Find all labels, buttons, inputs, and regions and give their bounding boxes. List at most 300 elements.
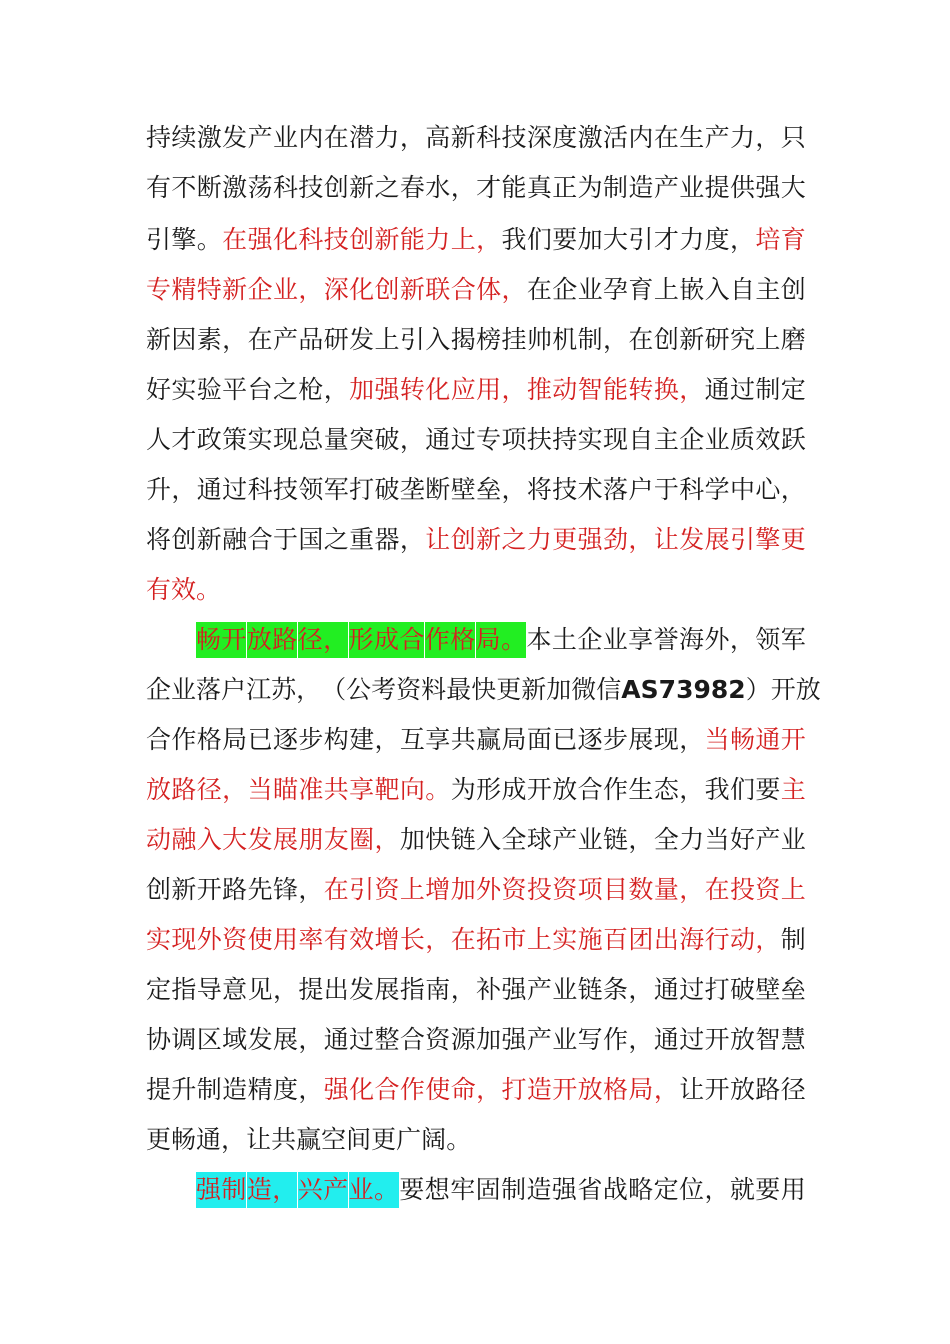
red-emphasis-run: ，: [298, 275, 324, 304]
text-run: 深: [526, 123, 552, 152]
text-run: 链: [577, 975, 603, 1004]
text-run: 创: [780, 275, 806, 304]
text-run: 位: [679, 1175, 705, 1204]
text-run: 整: [374, 1025, 400, 1054]
text-run: 引: [628, 225, 654, 254]
text-run: 业: [552, 975, 578, 1004]
text-run: 在: [653, 123, 679, 152]
text-line: [196, 1172, 806, 1208]
text-run: 入: [704, 275, 730, 304]
text-run: 高: [425, 123, 451, 152]
text-run: 户: [628, 475, 654, 504]
text-run: ，: [450, 173, 476, 202]
text-run: 展: [628, 725, 654, 754]
text-run: 造: [526, 1175, 552, 1204]
text-run: 垄: [399, 475, 425, 504]
text-run: 我: [501, 225, 527, 254]
red-emphasis-run: 融: [171, 825, 197, 854]
red-emphasis-run: 量: [653, 875, 679, 904]
text-run: 产: [272, 325, 298, 354]
text-run: （: [321, 675, 347, 704]
text-run: 资: [425, 1025, 451, 1054]
text-run: 打: [704, 975, 730, 1004]
red-emphasis-run: 更: [552, 525, 578, 554]
text-line: [146, 722, 806, 758]
green-highlight-heading: 成: [374, 622, 399, 658]
text-run: 研: [704, 325, 730, 354]
red-emphasis-run: 用: [272, 925, 298, 954]
text-run: 生: [679, 123, 705, 152]
text-run: 资: [396, 675, 422, 704]
text-run: ，: [222, 325, 248, 354]
text-run: 强: [551, 1175, 577, 1204]
red-emphasis-run: 造: [526, 1075, 552, 1104]
text-run: 过: [679, 975, 705, 1004]
text-run: 放: [795, 675, 821, 704]
bold-run: 3: [676, 675, 694, 704]
text-run: 海: [679, 625, 705, 654]
text-run: 自: [628, 425, 654, 454]
text-run: 全: [653, 825, 679, 854]
text-run: 开: [704, 1025, 730, 1054]
green-highlight-heading: 放: [247, 622, 272, 658]
red-emphasis-run: 新: [374, 225, 400, 254]
text-run: 破: [374, 475, 400, 504]
text-run: 全: [501, 825, 527, 854]
text-run: 用: [780, 1175, 806, 1204]
text-line: [146, 772, 806, 808]
red-emphasis-run: 当: [247, 775, 273, 804]
text-run: 态: [653, 775, 679, 804]
text-run: 揭: [450, 325, 476, 354]
red-emphasis-run: 增: [374, 925, 400, 954]
text-line: [146, 522, 806, 558]
text-run: 锋: [272, 875, 298, 904]
text-run: 微: [571, 675, 597, 704]
text-run: 策: [222, 425, 248, 454]
red-emphasis-run: 力: [526, 525, 552, 554]
text-run: 局: [222, 725, 248, 754]
text-run: ，: [628, 1025, 654, 1054]
text-run: 为: [450, 775, 476, 804]
text-run: 业: [171, 675, 197, 704]
red-emphasis-run: 实: [146, 925, 172, 954]
red-emphasis-run: 外: [196, 925, 222, 954]
text-run: 产: [704, 123, 730, 152]
text-run: 更: [146, 1125, 172, 1154]
text-run: 快: [471, 675, 497, 704]
red-emphasis-run: 效: [349, 925, 375, 954]
text-run: 研: [323, 325, 349, 354]
text-run: 想: [424, 1175, 450, 1204]
text-run: 就: [729, 1175, 755, 1204]
green-highlight-heading: 格: [450, 622, 475, 658]
text-run: 政: [196, 425, 222, 454]
text-run: 供: [729, 173, 755, 202]
text-run: 自: [729, 275, 755, 304]
text-run: ，: [296, 675, 322, 704]
text-run: 构: [323, 725, 349, 754]
text-run: 格: [196, 725, 222, 754]
text-run: 科: [272, 173, 298, 202]
text-run: 产: [247, 123, 273, 152]
text-line: [146, 222, 806, 258]
text-run: 度: [552, 123, 578, 152]
text-run: 新: [450, 123, 476, 152]
text-run: 誉: [653, 625, 679, 654]
text-line: [146, 1022, 806, 1058]
text-run: 不: [171, 173, 197, 202]
bold-run: S: [640, 675, 659, 704]
text-run: 协: [146, 1025, 172, 1054]
text-run: 落: [196, 675, 222, 704]
text-run: 定: [653, 1175, 679, 1204]
red-emphasis-run: 技: [323, 225, 349, 254]
text-run: 放: [729, 1025, 755, 1054]
text-run: ，: [729, 225, 755, 254]
text-run: 互: [399, 725, 425, 754]
text-line: [146, 472, 806, 508]
text-run: 擎: [171, 225, 197, 254]
text-run: 过: [450, 425, 476, 454]
text-run: 球: [526, 825, 552, 854]
text-run: 正: [552, 173, 578, 202]
text-run: 定: [146, 975, 172, 1004]
text-run: 产: [755, 825, 781, 854]
green-highlight-heading: 作: [425, 622, 450, 658]
text-run: 激: [222, 173, 248, 202]
text-run: 上: [755, 325, 781, 354]
red-emphasis-run: 项: [577, 875, 603, 904]
text-run: 先: [247, 875, 273, 904]
red-emphasis-run: 引: [729, 525, 755, 554]
text-run: 上: [374, 325, 400, 354]
text-run: 发: [349, 325, 375, 354]
text-run: 快: [425, 825, 451, 854]
text-run: 间: [346, 1125, 372, 1154]
red-emphasis-run: ，: [755, 925, 781, 954]
text-run: 潜: [349, 123, 375, 152]
text-run: 业: [704, 425, 730, 454]
red-emphasis-run: 投: [526, 875, 552, 904]
text-run: 能: [501, 173, 527, 202]
red-emphasis-run: 深: [323, 275, 349, 304]
text-run: 创: [146, 875, 172, 904]
text-run: 力: [679, 825, 705, 854]
text-run: 平: [222, 375, 248, 404]
text-run: 新: [196, 525, 222, 554]
text-run: 通: [323, 1025, 349, 1054]
text-run: 放: [729, 1075, 755, 1104]
red-emphasis-run: 强: [247, 225, 273, 254]
red-emphasis-run: 换: [653, 375, 679, 404]
text-run: 过: [679, 1025, 705, 1054]
red-emphasis-run: 径: [196, 775, 222, 804]
text-run: 大: [780, 173, 806, 202]
text-run: 技: [552, 475, 578, 504]
cyan-highlight-heading: 。: [374, 1172, 399, 1208]
text-run: 业: [679, 173, 705, 202]
text-run: 科: [476, 123, 502, 152]
green-highlight-heading: 形: [349, 622, 374, 658]
text-run: 让: [679, 1075, 705, 1104]
text-run: 精: [247, 1075, 273, 1104]
red-emphasis-run: 让: [653, 525, 679, 554]
text-run: 们: [729, 775, 755, 804]
text-run: 通: [704, 375, 730, 404]
text-run: 南: [425, 975, 451, 1004]
green-highlight-heading: ，: [323, 622, 348, 658]
text-run: 春: [399, 173, 425, 202]
text-run: 步: [603, 725, 629, 754]
text-run: 要: [755, 1175, 781, 1204]
red-emphasis-run: 。: [425, 775, 451, 804]
text-run: 更: [371, 1125, 397, 1154]
red-emphasis-run: ，: [222, 775, 248, 804]
cyan-highlight-heading: 造: [247, 1172, 272, 1208]
green-highlight-heading: 畅: [196, 622, 221, 658]
text-run: 企: [552, 275, 578, 304]
text-run: 开: [196, 875, 222, 904]
red-emphasis-run: 通: [755, 725, 781, 754]
text-run: 作: [603, 775, 629, 804]
text-run: 逐: [272, 725, 298, 754]
red-emphasis-run: 向: [399, 775, 425, 804]
red-emphasis-run: 圈: [349, 825, 375, 854]
cyan-highlight-heading: 制: [221, 1172, 246, 1208]
text-run: ）: [745, 675, 771, 704]
text-run: 总: [298, 425, 324, 454]
text-run: 过: [729, 375, 755, 404]
text-line: [146, 922, 806, 958]
green-highlight-heading: 局: [476, 622, 501, 658]
text-run: 现: [653, 725, 679, 754]
red-emphasis-run: 发: [247, 825, 273, 854]
green-highlight-heading: 合: [399, 622, 424, 658]
text-run: ，: [704, 1175, 730, 1204]
text-run: 略: [628, 1175, 654, 1204]
text-run: 业: [577, 825, 603, 854]
text-run: 让: [246, 1125, 272, 1154]
red-emphasis-run: 劲: [603, 525, 629, 554]
text-run: 指: [399, 975, 425, 1004]
text-run: 融: [222, 525, 248, 554]
red-emphasis-run: 展: [704, 525, 730, 554]
text-run: 加: [577, 225, 603, 254]
text-run: 共: [450, 725, 476, 754]
text-run: 作: [171, 725, 197, 754]
red-emphasis-run: ，: [501, 375, 527, 404]
red-emphasis-run: 使: [425, 1075, 451, 1104]
text-run: 链: [603, 825, 629, 854]
text-run: 量: [323, 425, 349, 454]
text-run: 垒: [780, 975, 806, 1004]
text-run: 源: [450, 1025, 476, 1054]
text-run: 要: [399, 1175, 425, 1204]
text-run: 已: [552, 725, 578, 754]
red-emphasis-run: 。: [196, 575, 222, 604]
text-run: 局: [501, 725, 527, 754]
text-run: 合: [247, 525, 273, 554]
text-run: 军: [780, 625, 806, 654]
red-emphasis-run: 瞄: [272, 775, 298, 804]
text-run: 赢: [476, 725, 502, 754]
text-run: 主: [755, 275, 781, 304]
text-run: 制: [577, 325, 603, 354]
red-emphasis-run: 开: [780, 725, 806, 754]
red-emphasis-run: 开: [552, 1075, 578, 1104]
red-emphasis-run: 业: [272, 275, 298, 304]
text-run: 合: [146, 725, 172, 754]
text-run: ，: [374, 725, 400, 754]
text-run: 学: [704, 475, 730, 504]
text-run: 当: [704, 825, 730, 854]
text-run: 实: [577, 425, 603, 454]
text-run: 创: [323, 173, 349, 202]
text-run: 器: [374, 525, 400, 554]
red-emphasis-run: 加: [450, 875, 476, 904]
text-run: 专: [476, 425, 502, 454]
text-run: 续: [171, 123, 197, 152]
text-line: [146, 422, 806, 458]
red-emphasis-run: 准: [298, 775, 324, 804]
text-run: ，: [501, 475, 527, 504]
text-run: 作: [603, 1025, 629, 1054]
text-run: 已: [247, 725, 273, 754]
red-emphasis-run: 新: [399, 275, 425, 304]
red-emphasis-run: 路: [171, 775, 197, 804]
text-run: 业: [552, 1025, 578, 1054]
text-run: 通: [653, 975, 679, 1004]
red-emphasis-run: 局: [628, 1075, 654, 1104]
red-emphasis-run: 强: [374, 375, 400, 404]
text-run: 重: [349, 525, 375, 554]
text-run: 现: [272, 425, 298, 454]
text-run: ，: [450, 975, 476, 1004]
cyan-highlight-heading: 强: [196, 1172, 221, 1208]
text-run: 空: [321, 1125, 347, 1154]
text-run: 共: [271, 1125, 297, 1154]
red-emphasis-run: 动: [552, 375, 578, 404]
text-run: 牢: [450, 1175, 476, 1204]
text-run: 业: [780, 825, 806, 854]
text-run: 产: [653, 173, 679, 202]
text-run: 通: [196, 1125, 222, 1154]
text-run: 展: [272, 1025, 298, 1054]
text-run: 才: [653, 225, 679, 254]
text-run: 实: [171, 375, 197, 404]
text-run: 创: [171, 525, 197, 554]
red-emphasis-run: 创: [450, 525, 476, 554]
red-emphasis-run: 使: [247, 925, 273, 954]
red-emphasis-run: 应: [450, 375, 476, 404]
text-run: 入: [425, 325, 451, 354]
text-run: 真: [526, 173, 552, 202]
red-emphasis-run: 畅: [729, 725, 755, 754]
red-emphasis-run: 上: [450, 225, 476, 254]
text-line: [146, 872, 806, 908]
red-emphasis-run: 投: [729, 875, 755, 904]
text-run: 主: [653, 425, 679, 454]
text-run: 路: [755, 1075, 781, 1104]
text-run: 合: [577, 775, 603, 804]
red-emphasis-run: 培: [755, 225, 781, 254]
text-run: 升: [146, 475, 172, 504]
red-emphasis-run: 上: [399, 875, 425, 904]
text-run: 在: [247, 325, 273, 354]
red-emphasis-run: 育: [780, 225, 806, 254]
red-emphasis-run: 之: [501, 525, 527, 554]
text-run: 磨: [780, 325, 806, 354]
text-run: 垒: [476, 475, 502, 504]
text-run: 补: [476, 975, 502, 1004]
text-run: 指: [171, 975, 197, 1004]
text-run: 发: [247, 1025, 273, 1054]
text-run: 将: [526, 475, 552, 504]
red-emphasis-run: 放: [146, 775, 172, 804]
text-run: 路: [222, 875, 248, 904]
text-run: 技: [272, 475, 298, 504]
red-emphasis-run: 发: [679, 525, 705, 554]
text-run: 开: [704, 1075, 730, 1104]
text-run: 合: [399, 1025, 425, 1054]
text-run: 提: [298, 975, 324, 1004]
text-run: 广: [396, 1125, 422, 1154]
text-run: 力: [374, 123, 400, 152]
text-run: 科: [247, 475, 273, 504]
text-run: 之: [272, 375, 298, 404]
text-run: 信: [596, 675, 622, 704]
text-run: 将: [146, 525, 172, 554]
text-run: 破: [374, 425, 400, 454]
text-run: 上: [653, 275, 679, 304]
text-run: 出: [323, 975, 349, 1004]
red-emphasis-run: 科: [298, 225, 324, 254]
text-run: 中: [729, 475, 755, 504]
text-run: 们: [526, 225, 552, 254]
green-highlight-heading: 开: [221, 622, 246, 658]
text-run: 项: [501, 425, 527, 454]
text-run: 科: [679, 475, 705, 504]
red-emphasis-run: 有: [323, 925, 349, 954]
text-run: 效: [755, 425, 781, 454]
text-run: 业: [577, 275, 603, 304]
text-run: 产: [526, 1025, 552, 1054]
text-run: ，: [628, 825, 654, 854]
text-run: ，: [780, 475, 806, 504]
red-emphasis-run: 海: [679, 925, 705, 954]
text-run: 发: [349, 975, 375, 1004]
text-run: 慧: [780, 1025, 806, 1054]
text-run: 育: [628, 275, 654, 304]
red-emphasis-run: 能: [399, 225, 425, 254]
text-run: 逐: [577, 725, 603, 754]
red-emphasis-run: 化: [349, 1075, 375, 1104]
red-emphasis-run: 作: [399, 1075, 425, 1104]
red-emphasis-run: 资: [755, 875, 781, 904]
red-emphasis-run: 靶: [374, 775, 400, 804]
text-run: 机: [552, 325, 578, 354]
text-run: 之: [323, 525, 349, 554]
text-run: 土: [551, 625, 577, 654]
red-emphasis-run: 推: [526, 375, 552, 404]
red-emphasis-run: 擎: [755, 525, 781, 554]
text-line: [146, 120, 806, 156]
red-emphasis-run: 化: [349, 275, 375, 304]
red-emphasis-run: 资: [222, 925, 248, 954]
red-emphasis-run: 在: [704, 875, 730, 904]
text-run: 要: [755, 775, 781, 804]
